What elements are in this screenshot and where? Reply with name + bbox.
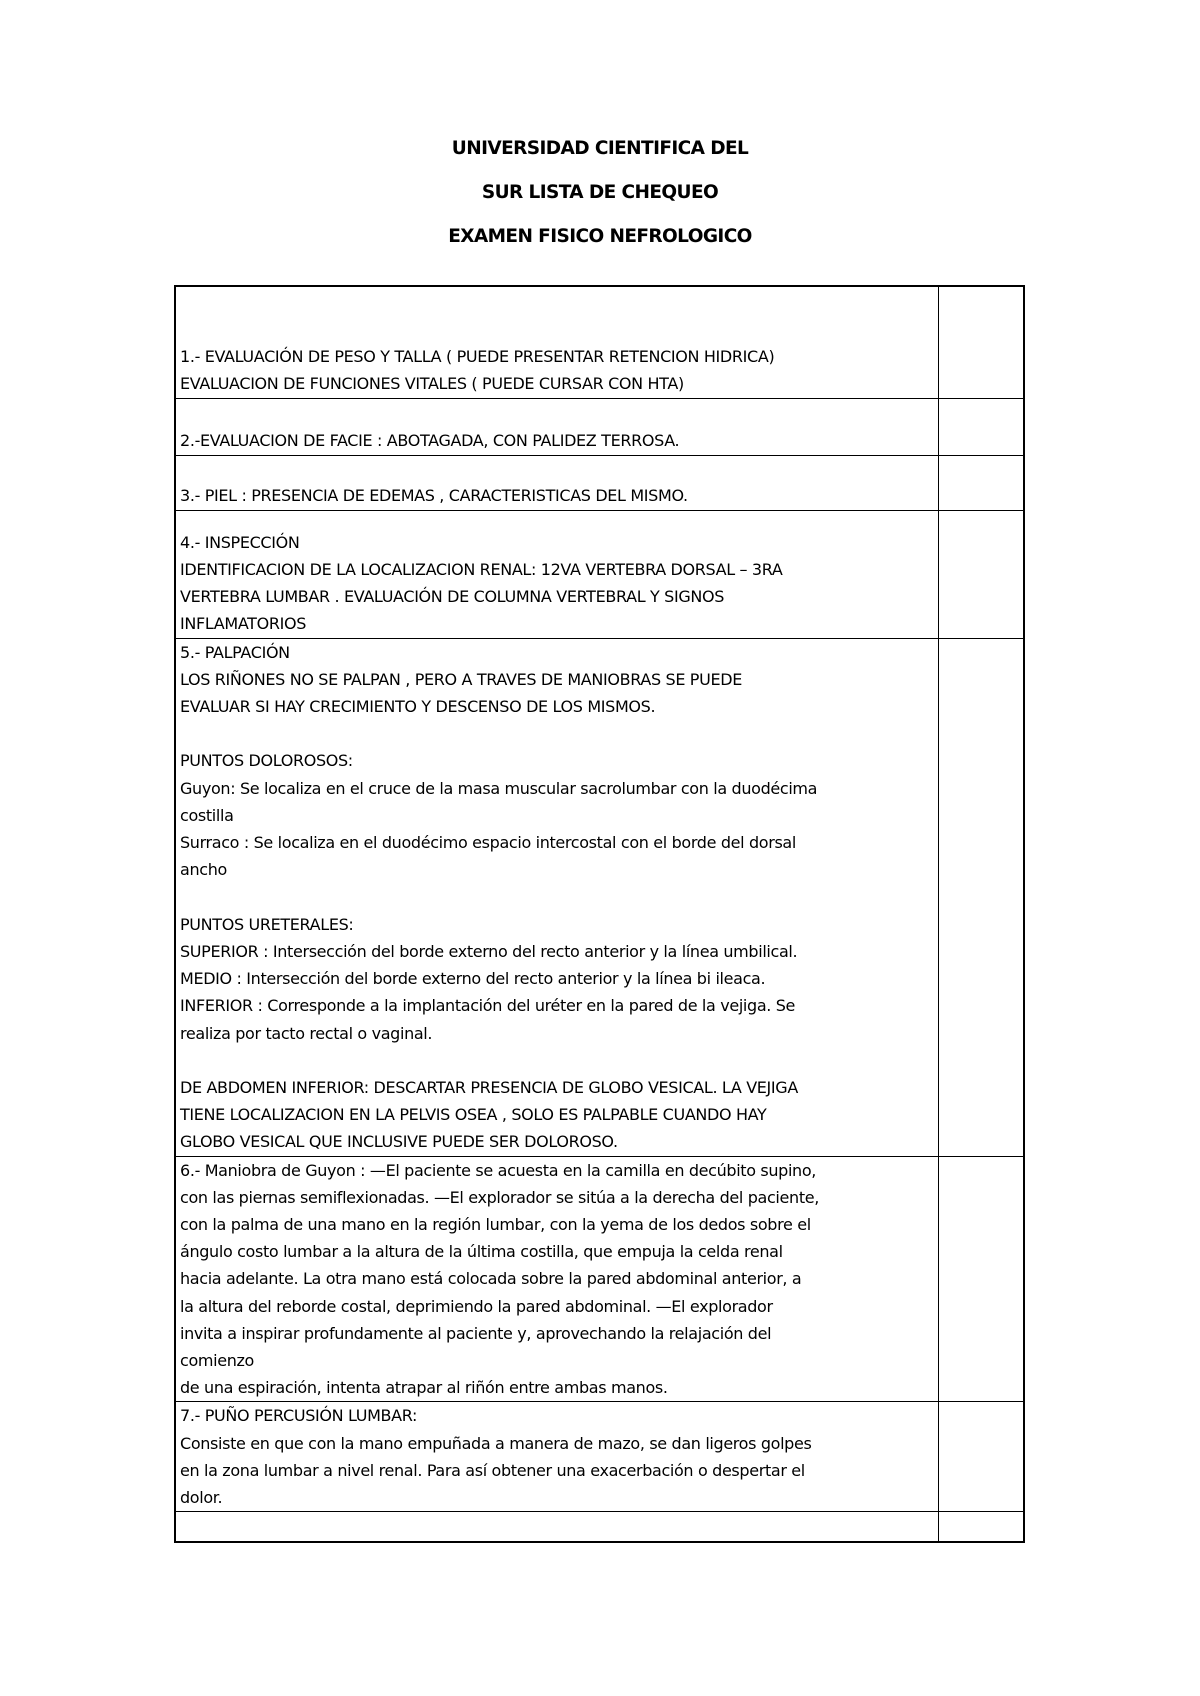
blank-line [180,720,934,747]
empty-check-cell[interactable] [939,1512,1025,1542]
item-5-line: DE ABDOMEN INFERIOR: DESCARTAR PRESENCIA DE GLOBO VESICAL. LA VEJIGA [180,1077,798,1097]
checklist-row-1 [175,326,1024,398]
item-5-line: realiza por tacto rectal o vaginal. [180,1023,433,1043]
check-cell-item-1[interactable] [939,286,1025,398]
checklist-row-5 [175,638,1024,1156]
item-4-line: INFLAMATORIOS [180,614,307,634]
document-header [0,138,1200,270]
item-5-line: GLOBO VESICAL QUE INCLUSIVE PUEDE SER DOLOROSO. [180,1132,618,1152]
item-6-line: hacia adelante. La otra mano está colocada sobre la pared abdominal anterior, a [180,1269,802,1289]
item-6-content [175,1156,939,1402]
item-5-line: SUPERIOR : Intersección del borde externo del recto anterior y la línea umbilical. [180,941,798,961]
item-1-line: 1.- EVALUACIÓN DE PESO Y TALLA ( PUEDE PRESENTAR RETENCION HIDRICA) [180,347,775,367]
item-6-line: invita a inspirar profundamente al paciente y, aprovechando la relajación del [180,1323,772,1343]
item-5-line: ancho [180,860,227,880]
item-5-line: Guyon: Se localiza en el cruce de la masa muscular sacrolumbar con la duodécima [180,778,818,798]
item-5-line: costilla [180,805,234,825]
item-5-line: 5.- PALPACIÓN [180,642,290,662]
item-6-line: con la palma de una mano en la región lumbar, con la yema de los dedos sobre el [180,1214,811,1234]
item-6-line: 6.- Maniobra de Guyon : —El paciente se acuesta en la camilla en decúbito supino, [180,1160,817,1180]
checklist-row-6 [175,1156,1024,1402]
item-1-line: EVALUACION DE FUNCIONES VITALES ( PUEDE CURSAR CON HTA) [180,374,684,394]
title-line-3: EXAMEN FISICO NEFROLOGICO [448,226,752,247]
item-5-line: PUNTOS URETERALES: [180,914,354,934]
checklist-top-spacer-row [175,286,1024,326]
item-7-line: Consiste en que con la mano empuñada a manera de mazo, se dan ligeros golpes [180,1433,812,1453]
item-1-content [175,326,939,398]
item-5-line: LOS RIÑONES NO SE PALPAN , PERO A TRAVES DE MANIOBRAS SE PUEDE [180,669,742,689]
item-5-line: TIENE LOCALIZACION EN LA PELVIS OSEA , SOLO ES PALPABLE CUANDO HAY [180,1105,767,1125]
check-cell-item-6[interactable] [939,1156,1025,1402]
item-5-line: INFERIOR : Corresponde a la implantación del uréter en la pared de la vejiga. Se [180,996,796,1016]
item-4-line: IDENTIFICACION DE LA LOCALIZACION RENAL: 12VA VERTEBRA DORSAL – 3RA [180,559,783,579]
item-4-line: VERTEBRA LUMBAR . EVALUACIÓN DE COLUMNA VERTEBRAL Y SIGNOS [180,587,725,607]
item-7-line: en la zona lumbar a nivel renal. Para así obtener una exacerbación o despertar el [180,1460,805,1480]
item-5-line: Surraco : Se localiza en el duodécimo espacio intercostal con el borde del dorsal [180,833,796,853]
item-5-content [175,638,939,1156]
item-6-line: con las piernas semiflexionadas. —El explorador se sitúa a la derecha del paciente, [180,1187,819,1207]
item-7-content [175,1402,939,1512]
item-3-line: 3.- PIEL : PRESENCIA DE EDEMAS , CARACTERISTICAS DEL MISMO. [180,486,688,506]
checklist-row-2 [175,398,1024,455]
blank-line [180,884,934,911]
spacer-content-cell [175,286,939,326]
item-4-line: 4.- INSPECCIÓN [180,532,300,552]
item-5-line: EVALUAR SI HAY CRECIMIENTO Y DESCENSO DE LOS MISMOS. [180,697,656,717]
item-3-content [175,455,939,510]
blank-line [180,1047,934,1074]
checklist-row-7 [175,1402,1024,1512]
item-4-content [175,510,939,638]
item-2-content [175,398,939,455]
check-cell-item-4[interactable] [939,510,1025,638]
item-7-line: 7.- PUÑO PERCUSIÓN LUMBAR: [180,1406,418,1426]
empty-content-cell [175,1512,939,1542]
item-5-line: MEDIO : Intersección del borde externo del recto anterior y la línea bi ileaca. [180,969,766,989]
title-line-1: UNIVERSIDAD CIENTIFICA DEL [451,138,749,159]
item-6-line: la altura del reborde costal, deprimiendo la pared abdominal. —El explorador [180,1296,773,1316]
checklist-table [174,285,1025,1543]
title-line-2: SUR LISTA DE CHEQUEO [481,182,719,203]
check-cell-item-7[interactable] [939,1402,1025,1512]
item-5-line: PUNTOS DOLOROSOS: [180,751,353,771]
item-7-line: dolor. [180,1487,223,1507]
checklist-row-4 [175,510,1024,638]
check-cell-item-3[interactable] [939,455,1025,510]
check-cell-item-2[interactable] [939,398,1025,455]
item-6-line: de una espiración, intenta atrapar al riñón entre ambas manos. [180,1378,668,1398]
item-6-line: ángulo costo lumbar a la altura de la última costilla, que empuja la celda renal [180,1242,783,1262]
checklist-empty-row [175,1512,1024,1542]
item-6-line: comienzo [180,1350,254,1370]
item-2-line: 2.-EVALUACION DE FACIE : ABOTAGADA, CON PALIDEZ TERROSA. [180,431,680,451]
check-cell-item-5[interactable] [939,638,1025,1156]
checklist-row-3 [175,455,1024,510]
